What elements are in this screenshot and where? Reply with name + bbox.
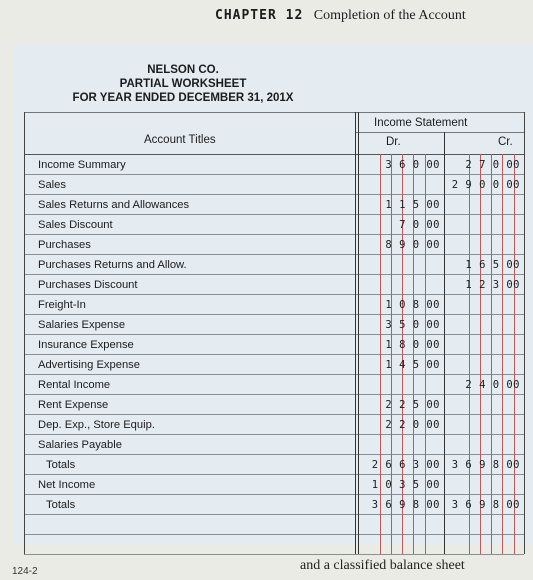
debit-amount: 2 2 0 00 [385, 419, 440, 431]
debit-amount: 2 2 5 00 [385, 399, 440, 411]
right-border [524, 112, 525, 554]
digit-column-rule [491, 154, 492, 554]
row-label: Freight-In [38, 299, 86, 311]
row-rule [24, 494, 524, 495]
account-col-divider-2 [358, 112, 359, 554]
worksheet-period: FOR YEAR ENDED DECEMBER 31, 201X [72, 92, 294, 104]
credit-amount: 2 4 0 00 [465, 379, 520, 391]
row-rule [24, 514, 524, 515]
row-label: Dep. Exp., Store Equip. [38, 419, 155, 431]
chapter-number: CHAPTER 12 [215, 8, 304, 23]
header-rule [24, 112, 524, 113]
row-rule [24, 414, 524, 415]
page-number: 124-2 [12, 566, 38, 577]
debit-amount: 1 8 0 00 [385, 339, 440, 351]
row-rule [24, 294, 524, 295]
digit-column-rule [413, 154, 414, 554]
row-rule [24, 274, 524, 275]
credit-amount: 3 6 9 8 00 [451, 499, 520, 511]
row-rule [24, 534, 524, 535]
row-label: Rent Expense [38, 399, 109, 411]
digit-column-rule [391, 154, 392, 554]
row-label: Income Summary [38, 159, 126, 171]
digit-column-rule [402, 154, 403, 554]
credit-amount: 1 6 5 00 [465, 259, 520, 271]
digit-column-rule [502, 154, 503, 554]
income-statement-header: Income Statement [374, 117, 468, 129]
row-label: Insurance Expense [38, 339, 134, 351]
row-rule [24, 314, 524, 315]
row-label: Salaries Payable [38, 439, 122, 451]
row-label: Net Income [38, 479, 96, 491]
row-label: Sales Returns and Allowances [38, 199, 190, 211]
row-rule [24, 434, 524, 435]
credit-amount: 3 6 9 8 00 [451, 459, 520, 471]
debit-header: Dr. [386, 136, 401, 148]
row-rule [24, 194, 524, 195]
debit-amount: 7 0 00 [399, 219, 440, 231]
subheader-rule [355, 132, 524, 133]
page-header [215, 6, 533, 26]
row-rule [24, 174, 524, 175]
debit-amount: 3 5 0 00 [385, 319, 440, 331]
row-rule [24, 474, 524, 475]
debit-amount: 1 0 8 00 [385, 299, 440, 311]
row-label: Totals [46, 459, 76, 471]
row-label: Rental Income [38, 379, 111, 391]
worksheet-title: PARTIAL WORKSHEET [119, 78, 247, 90]
row-rule [24, 374, 524, 375]
company-name: NELSON CO. [147, 64, 219, 76]
footer-text: and a classified balance sheet [300, 558, 465, 573]
row-rule [24, 334, 524, 335]
debit-amount: 1 0 3 5 00 [371, 479, 440, 491]
row-rule [24, 394, 524, 395]
row-label: Totals [46, 499, 76, 511]
row-rule [24, 354, 524, 355]
dr-cr-divider [444, 132, 445, 554]
account-titles-header: Account Titles [144, 134, 216, 146]
row-label: Purchases [38, 239, 91, 251]
row-rule [24, 454, 524, 455]
column-head-rule [24, 154, 524, 155]
row-rule [24, 554, 524, 555]
digit-column-rule [469, 154, 470, 554]
credit-amount: 2 7 0 00 [465, 159, 520, 171]
row-label: Sales [38, 179, 66, 191]
debit-amount: 3 6 0 00 [385, 159, 440, 171]
credit-header: Cr. [498, 136, 513, 148]
debit-amount: 1 4 5 00 [385, 359, 440, 371]
digit-column-rule [514, 154, 515, 554]
debit-amount: 3 6 9 8 00 [371, 499, 440, 511]
row-label: Sales Discount [38, 219, 113, 231]
row-rule [24, 254, 524, 255]
row-label: Salaries Expense [38, 319, 126, 331]
debit-amount: 8 9 0 00 [385, 239, 440, 251]
credit-amount: 2 9 0 0 00 [451, 179, 520, 191]
digit-column-rule [480, 154, 481, 554]
row-label: Purchases Discount [38, 279, 138, 291]
row-label: Purchases Returns and Allow. [38, 259, 187, 271]
credit-amount: 1 2 3 00 [465, 279, 520, 291]
left-border [24, 112, 25, 554]
chapter-title: Completion of the Account [313, 8, 466, 23]
row-rule [24, 214, 524, 215]
worksheet [14, 44, 533, 544]
debit-amount: 1 1 5 00 [385, 199, 440, 211]
row-rule [24, 234, 524, 235]
digit-column-rule [425, 154, 426, 554]
digit-column-rule [380, 154, 381, 554]
row-label: Advertising Expense [38, 359, 140, 371]
debit-amount: 2 6 6 3 00 [371, 459, 440, 471]
account-col-divider [355, 112, 356, 554]
